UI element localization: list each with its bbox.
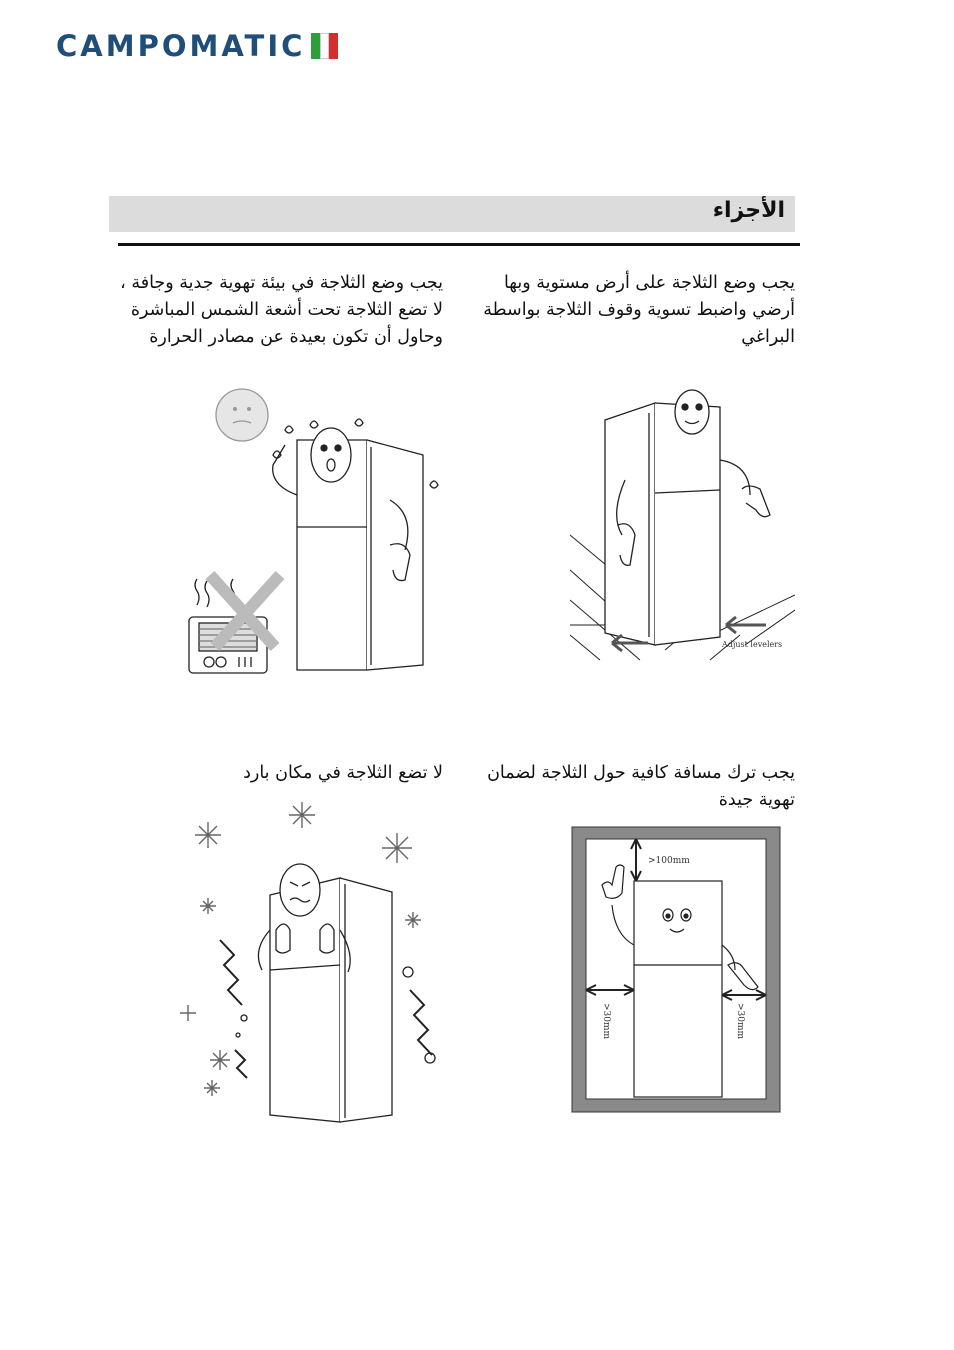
top-clearance-label: >100mm xyxy=(648,856,690,866)
instruction-level-floor: يجب وضع الثلاجة على أرض مستوية وبها أرضي واضبط تسوية وقوف الثلاجة بواسطة البراغي xyxy=(483,273,795,347)
brand-logo xyxy=(56,26,338,66)
italian-flag-icon xyxy=(311,33,338,59)
right-clearance-label: >30mm xyxy=(735,1003,745,1040)
level-floor-illustration xyxy=(570,385,795,665)
section-header xyxy=(109,196,795,232)
instruction-no-cold-place: لا تضع الثلاجة في مكان بارد xyxy=(243,763,443,783)
adjust-levelers-caption: Adjust levelers xyxy=(722,640,783,649)
instruction-clearance: يجب ترك مسافة كافية حول الثلاجة لضمان تهوية جيدة xyxy=(487,763,795,810)
left-clearance-label: >30mm xyxy=(601,1003,611,1040)
section-divider xyxy=(118,243,800,246)
clearance-illustration xyxy=(570,825,785,1115)
sun-heat-warning-illustration xyxy=(185,385,445,685)
section-title: الأجزاء xyxy=(712,198,785,223)
brand-name: CAMPOMATIC xyxy=(56,29,306,63)
cold-place-illustration xyxy=(180,800,445,1125)
instruction-ventilation-dry: يجب وضع الثلاجة في بيئة تهوية جدية وجافة ، لا تضع الثلاجة تحت أشعة الشمس المباشرة وحاول أن تكون بعيدة عن مصادر الحرارة xyxy=(120,273,443,347)
